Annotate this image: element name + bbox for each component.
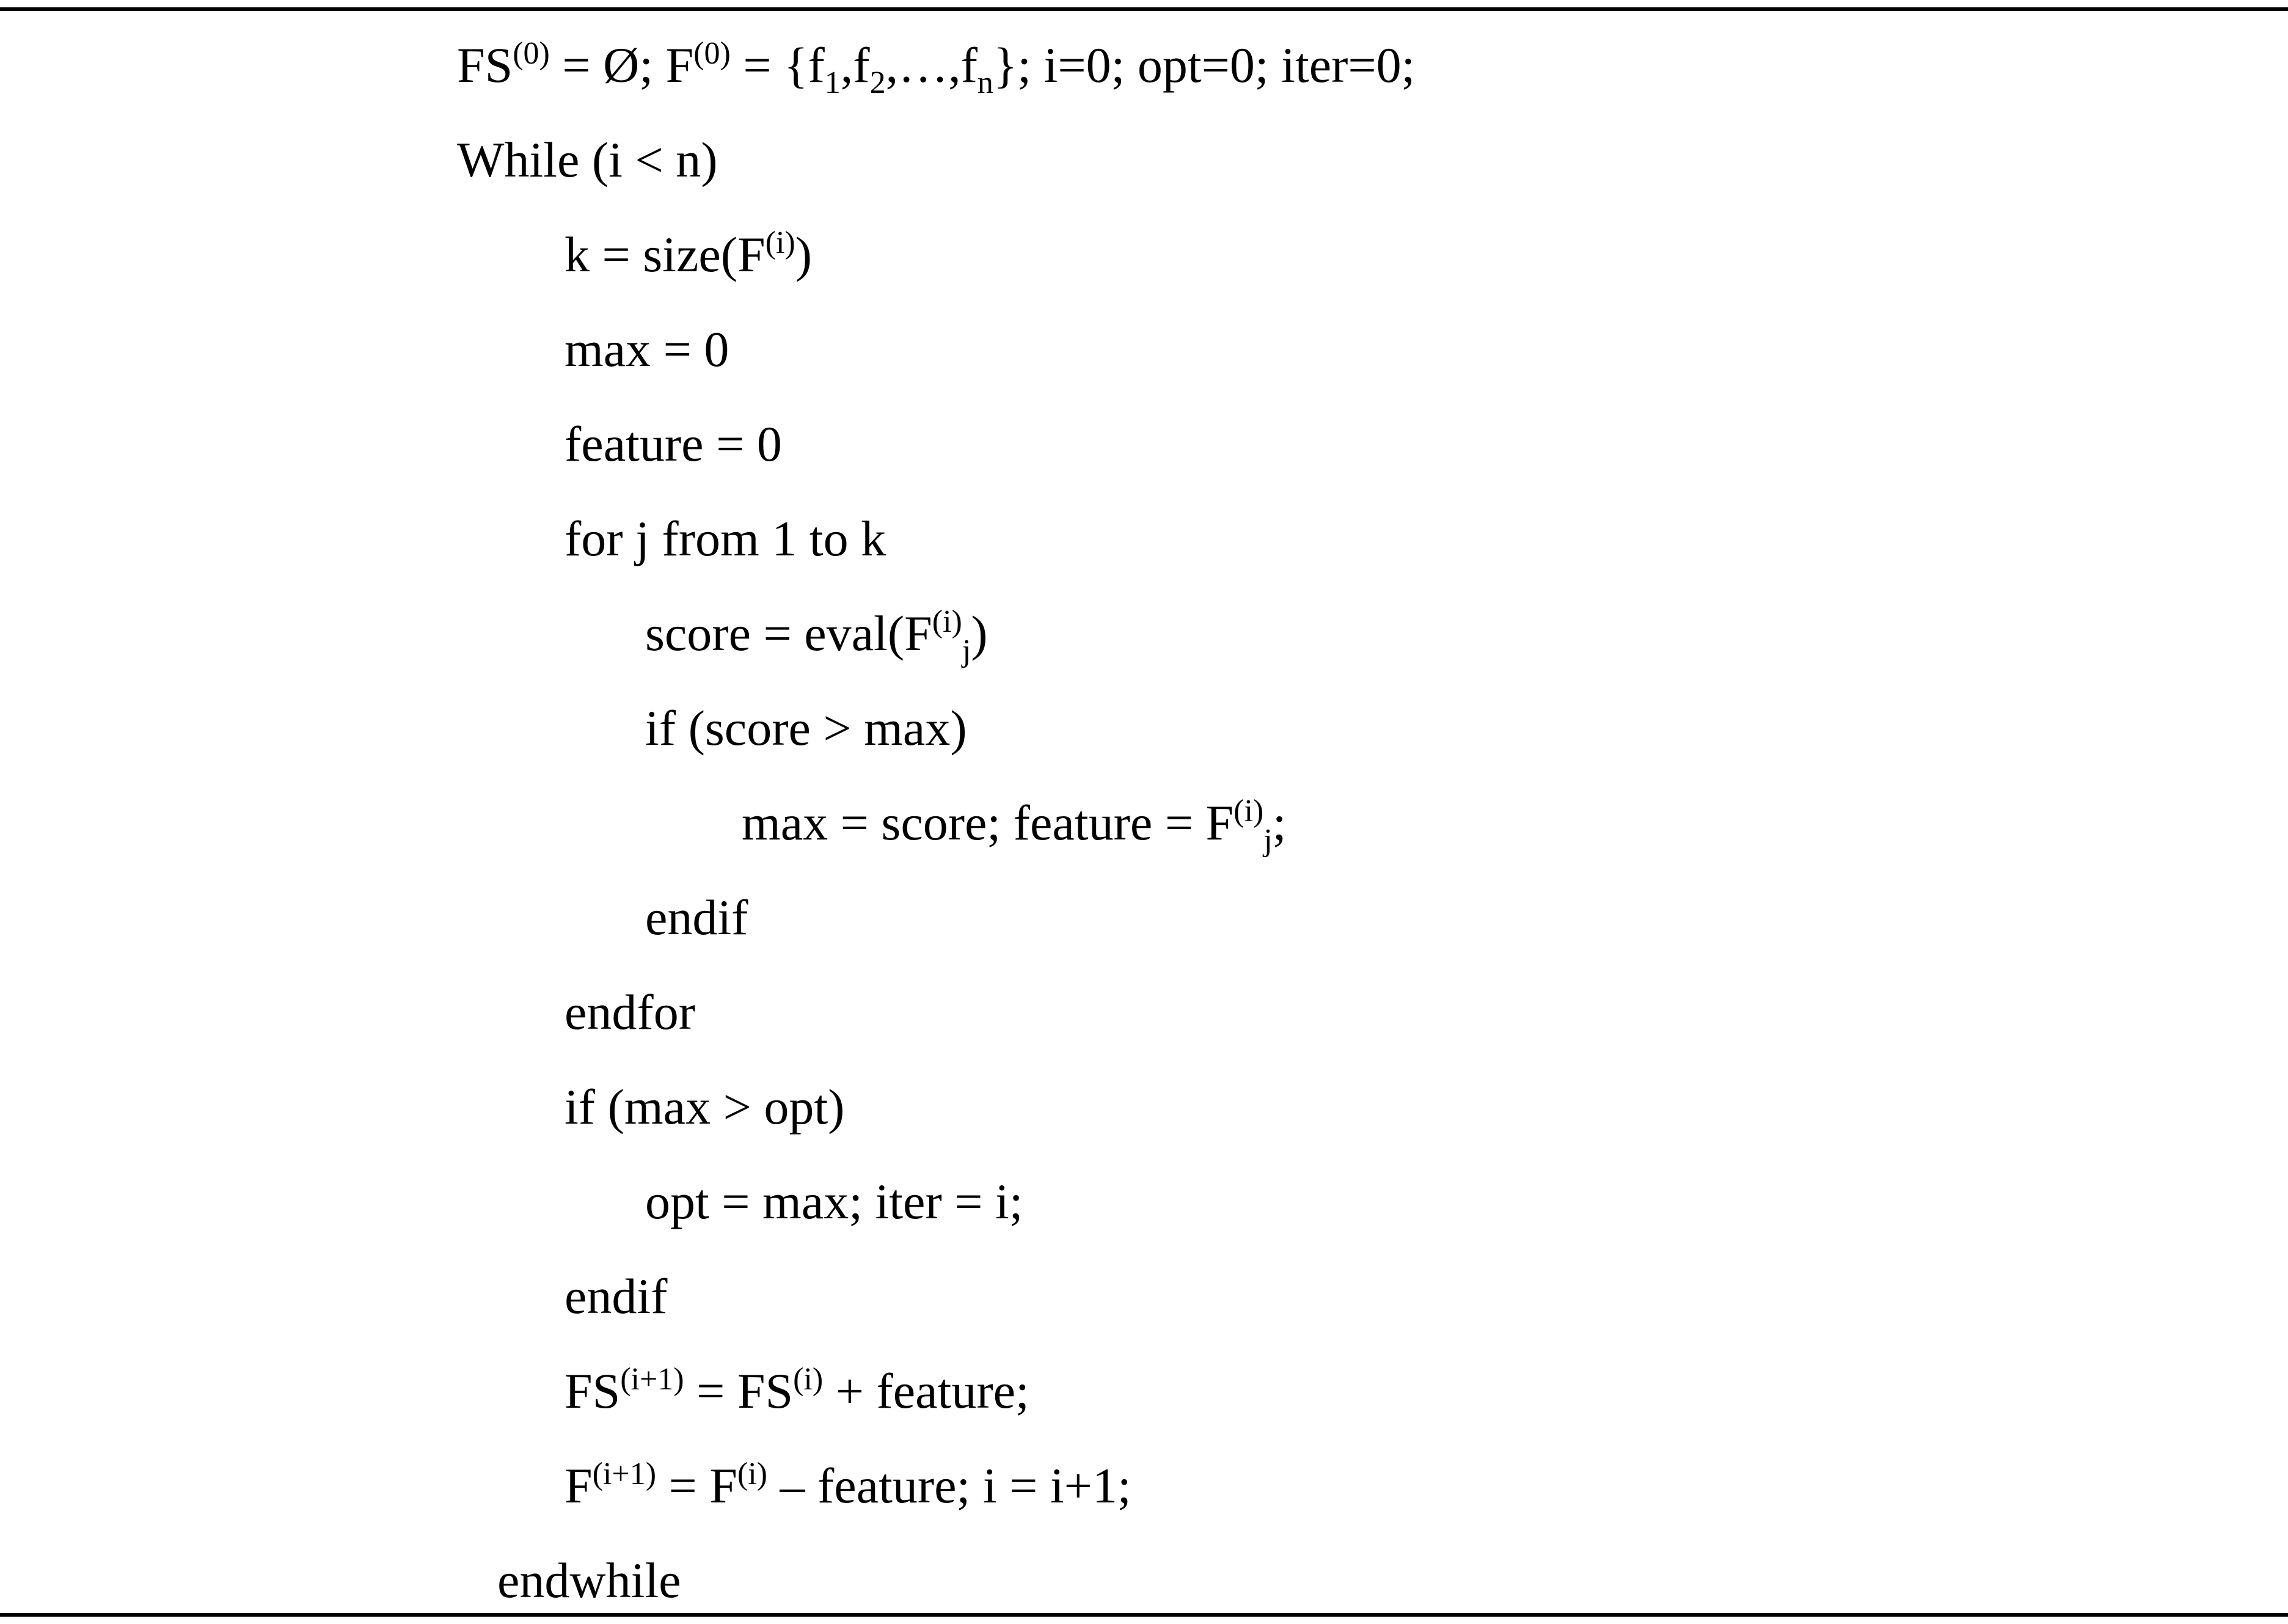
subscript: 1	[824, 65, 841, 100]
superscript: (i)	[793, 1362, 824, 1397]
superscript: (i+1)	[592, 1457, 657, 1491]
superscript: (0)	[513, 36, 550, 71]
bottom-rule	[0, 1613, 2288, 1617]
code-line	[565, 416, 782, 472]
subscript: j	[962, 634, 971, 668]
code-text: FS	[565, 1363, 621, 1419]
code-line	[565, 1457, 1131, 1513]
code-line	[565, 225, 813, 282]
code-text: feature = 0	[565, 416, 782, 472]
code-line	[497, 1553, 681, 1608]
code-line	[645, 1174, 1023, 1229]
code-text: FS	[457, 37, 513, 93]
code-text: if (max > opt)	[565, 1079, 845, 1135]
code-text: endif	[645, 890, 748, 945]
superscript: (i+1)	[620, 1362, 684, 1397]
code-text: opt = max; iter = i;	[645, 1174, 1023, 1229]
superscript: (i)	[932, 604, 962, 639]
code-text: if (score > max)	[645, 700, 967, 756]
superscript: (i)	[737, 1457, 767, 1491]
code-line	[645, 700, 967, 756]
code-text: F	[565, 1458, 593, 1513]
code-line	[565, 1268, 668, 1324]
code-line	[742, 794, 1287, 858]
superscript: (0)	[693, 36, 731, 71]
code-text: endfor	[565, 984, 696, 1040]
code-text: endif	[565, 1268, 668, 1324]
code-text: ,f	[840, 37, 870, 93]
subscript: n	[977, 65, 993, 100]
code-line	[565, 321, 729, 377]
code-text: for j from 1 to k	[565, 511, 886, 566]
code-text: ;	[1272, 795, 1287, 850]
subscript: j	[1263, 823, 1273, 858]
code-text: – feature; i = i+1;	[767, 1458, 1131, 1513]
code-text: = Ø; F	[549, 37, 694, 93]
code-text: }; i=0; opt=0; iter=0;	[993, 37, 1416, 93]
code-text: k = size(F	[565, 227, 766, 282]
code-line	[645, 604, 988, 668]
code-text: max = 0	[565, 321, 729, 377]
code-text: endwhile	[497, 1553, 681, 1608]
code-text: ,…,f	[885, 37, 978, 93]
code-line	[457, 36, 1416, 100]
code-line	[457, 132, 718, 188]
code-line	[645, 890, 748, 945]
code-text: While (i < n)	[457, 132, 718, 188]
superscript: (i)	[1234, 794, 1264, 828]
superscript: (i)	[765, 225, 795, 260]
code-text: )	[795, 227, 813, 282]
code-line	[565, 1079, 845, 1135]
code-text: = F	[656, 1458, 737, 1513]
code-text: = FS	[684, 1363, 794, 1419]
code-text: max = score; feature = F	[742, 795, 1234, 850]
code-line	[565, 984, 696, 1040]
code-text: = {f	[730, 37, 825, 93]
code-text: )	[971, 605, 988, 661]
code-text: score = eval(F	[645, 605, 932, 661]
code-line	[565, 511, 886, 566]
code-line	[565, 1362, 1029, 1419]
code-text: + feature;	[823, 1363, 1029, 1419]
subscript: 2	[869, 65, 886, 100]
